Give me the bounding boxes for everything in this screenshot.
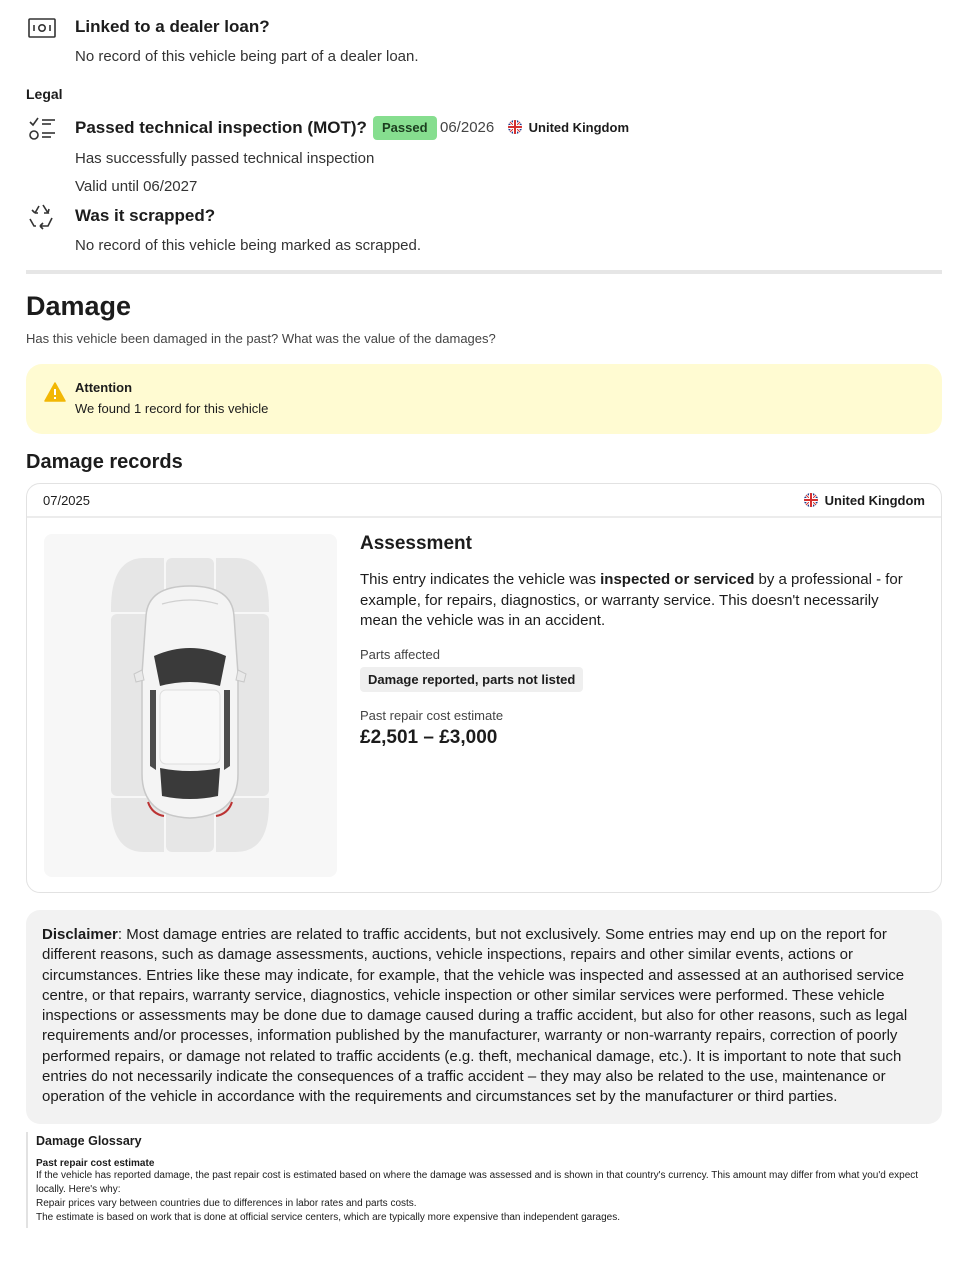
damage-record-header [27, 484, 941, 518]
parts-affected-label: Parts affected [360, 647, 440, 662]
record-country [804, 493, 925, 508]
mot-date: 06/2026 [440, 119, 495, 136]
glossary-line: If the vehicle has reported damage, the past repair cost is estimated based on where the damage was assessed and is shown in that country's currency. This amount may differ from what you'd expect locally. Here's why: [36, 1170, 919, 1195]
warning-icon [44, 382, 66, 402]
damage-title: Damage [26, 291, 132, 321]
scrapped-title: Was it scrapped? [75, 206, 216, 225]
disclaimer-label: Disclaimer [42, 926, 118, 943]
assessment-text-pre: This entry indicates the vehicle was [360, 571, 601, 588]
repair-cost-label: Past repair cost estimate [360, 708, 504, 723]
assessment-text-post: by a professional - for example, for repairs, diagnostics, or warranty service. This doesn't necessarily mean the vehicle was in an accident. [360, 571, 903, 629]
damage-glossary [26, 1132, 942, 1228]
glossary-line: The estimate is based on work that is done at official service centers, which are typically more expensive than independent garages. [36, 1212, 621, 1223]
checklist-icon [26, 113, 58, 145]
glossary-title: Damage Glossary [36, 1134, 142, 1148]
recycle-icon [26, 200, 58, 232]
attention-banner [26, 364, 942, 434]
scrapped-text: No record of this vehicle being marked as scrapped. [75, 237, 422, 254]
assessment-text-bold: inspected or serviced [600, 571, 755, 588]
mot-country-label: United Kingdom [528, 120, 630, 135]
assessment-description [360, 570, 920, 632]
mot-country [508, 120, 629, 135]
parts-affected-chip: Damage reported, parts not listed [360, 667, 583, 692]
disclaimer-text: : Most damage entries are related to traffic accidents, but not exclusively. Some entries may end up on the report for different reasons, such as damage assessments, auctions, vehicle inspections, repairs and other similar events, actions or circumstances. Entries like these may indicate, for example, that the vehicle was inspected and assessed at an authorised service centre, or that repairs, warranty service, diagnostics, vehicle inspection or other similar services were performed. These vehicle inspections or assessments may be done due to damage caused during a traffic accident, but also for other reasons, such as legal requirements and/or processes, information published by the manufacturer, warranty or non-warranty repairs, correction of poorly performed repairs, or damage not related to traffic accidents (e.g. theft, mechanical damage, etc.). It is important to note that such entries do not necessarily indicate the consequences of a traffic accident – they may also be related to the use, maintenance or operation of the vehicle in accordance with the requirements and circumstances set by the manufacturer or third parties. [42, 926, 908, 1106]
damage-subtitle: Has this vehicle been damaged in the past? What was the value of the damages? [26, 331, 496, 346]
damage-record-card [26, 483, 942, 893]
dealer-loan-title: Linked to a dealer loan? [75, 17, 270, 36]
repair-cost-value: £2,501 – £3,000 [360, 727, 498, 748]
record-date: 07/2025 [43, 493, 90, 508]
uk-flag-icon [508, 120, 522, 134]
car-damage-diagram [44, 534, 337, 877]
banknote-icon [26, 12, 58, 44]
mot-valid-until: Valid until 06/2027 [75, 178, 198, 195]
assessment-title: Assessment [360, 533, 472, 554]
mot-text: Has successfully passed technical inspection [75, 150, 375, 167]
glossary-term: Past repair cost estimate [36, 1158, 155, 1169]
uk-flag-icon [804, 493, 818, 507]
damage-disclaimer [26, 910, 942, 1124]
legal-section-label: Legal [26, 86, 63, 102]
glossary-line: Repair prices vary between countries due to differences in labor rates and parts costs. [36, 1198, 417, 1209]
record-country-label: United Kingdom [824, 493, 925, 508]
car-top-view [44, 534, 337, 877]
mot-title: Passed technical inspection (MOT)? [75, 118, 367, 137]
dealer-loan-text: No record of this vehicle being part of a dealer loan. [75, 48, 419, 65]
attention-title: Attention [75, 380, 133, 395]
damage-records-title: Damage records [26, 451, 183, 473]
mot-status-badge: Passed [373, 116, 437, 140]
section-divider [26, 270, 942, 274]
attention-text: We found 1 record for this vehicle [75, 401, 269, 416]
